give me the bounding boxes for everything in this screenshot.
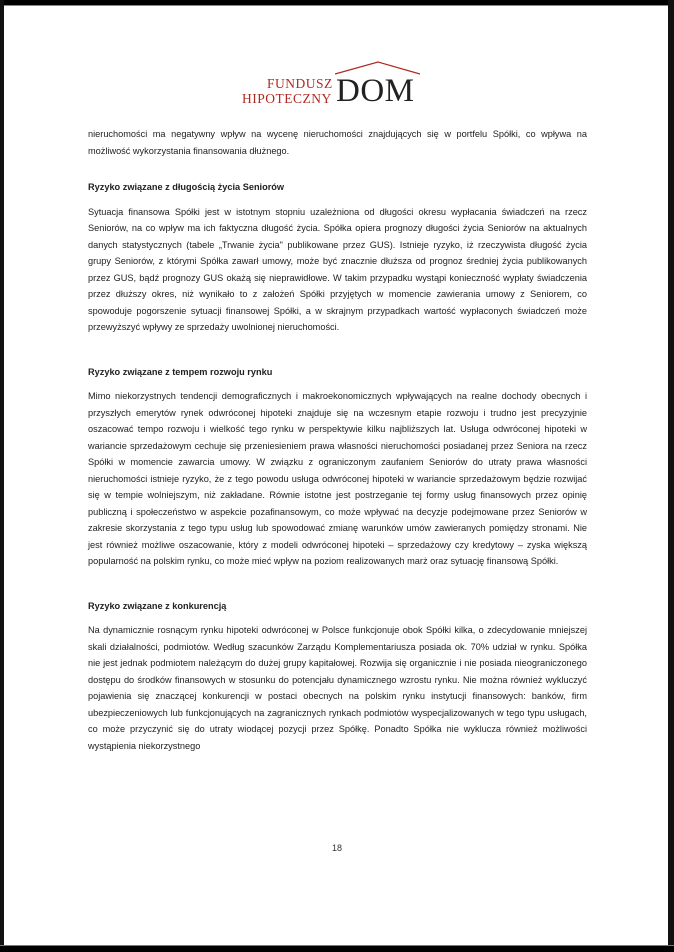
scan-border-bottom xyxy=(0,940,674,952)
page-number: 18 xyxy=(331,843,342,853)
scan-border-left xyxy=(0,0,4,952)
company-logo xyxy=(240,60,440,110)
logo-line-2: HIPOTECZNY xyxy=(242,91,332,106)
section-body: Na dynamicznie rosnącym rynku hipoteki odwróconej w Polsce funkcjonuje obok Spółki kilka, o zdecydowanie mniejszej skali działalności, podmiotów. Według szacunków Zarządu Komplementariusza posiada ok. 70% udział w rynku. Spółka nie jest jednak podmiotem należącym do dużej grupy kapitałowej. Rozwija się organicznie i nie posiada nieograniczonego dostępu do środków finansowych w stosunku do potencjału dynamicznego wzrostu rynku. Nie można również wykluczyć pojawienia się znaczącej konkurencji w postaci obecnych na polskim rynku instytucji finansowych: banków, firm ubezpieczeniowych lub funkcjonujących na zagranicznych rynkach podmiotów wyspecjalizowanych w tego typu usługach, co może przyczynić się do utraty wiodącej pozycji przez Spółkę. Ponadto Spółka nie wyklucza również możliwości wystąpienia niekorzystnego xyxy=(88,625,587,751)
section-body: Mimo niekorzystnych tendencji demograficznych i makroekonomicznych wpływających na realne dochody obecnych i przyszłych emerytów rynek odwróconej hipoteki znajduje się na wczesnym etapie rozwoju i trudno jest precyzyjnie oszacować tempo rozwoju i wielkość tego rynku w perspektywie kilku najbliższych lat. Usługa odwróconej hipoteki w wariancie sprzedażowym cechuje się przeniesieniem prawa własności nieruchomości posiadanej przez Seniora na rzecz Spółki w momencie zawarcia umowy. W związku z ograniczonym zaufaniem Seniorów do utraty prawa własności nieruchomości istnieje ryzyko, że z tego powodu usługa odwróconej hipoteki w wariancie sprzedażowym będzie rozwijać się w tempie wolniejszym, niż zakładane. Równie istotne jest postrzeganie tej formy usług finansowych przez opinię publiczną i społeczeństwo w aspekcie pozafinansowym, co może wpływać na decyzje podejmowane przez Seniorów w zakresie skorzystania z tego typu usług lub spowodować zmianę warunków umów zawieranych pomiędzy stronami. Nie jest również możliwe oszacowanie, który z modeli odwróconej hipoteki – sprzedażowy czy kredytowy – zyska większą popularność na polskim rynku, co może mieć wpływ na poziom realizowanych marż oraz sytuację finansową Spółki. xyxy=(88,391,587,566)
logo-mark: DOM xyxy=(336,73,415,109)
section-heading: Ryzyko związane z tempem rozwoju rynku xyxy=(88,366,273,377)
section-body: Sytuacja finansowa Spółki jest w istotnym stopniu uzależniona od długości okresu wypłacania świadczeń na rzecz Seniorów, na co wpływ ma ich faktyczna długość życia. Spółka opiera prognozy długości życia Seniorów na aktualnych danych statystycznych (tabele „Trwanie życia" publikowane przez GUS). Istnieje ryzyko, iż rzeczywista długość życia grupy Seniorów, z którymi Spółka zawarł umowy, może być znacznie dłuższa od prognoz średniej życia publikowanych przez GUS, bądź prognozy GUS okażą się nieprawidłowe. W takim przypadku wystąpi konieczność wypłaty świadczenia przez dłuższy okres, niż wynikało to z założeń Spółki przyjętych w momencie zawierania umowy z Seniorem, co spowoduje pogorszenie sytuacji finansowej Spółki, a w skrajnym przypadkach wartość wypłaconych świadczeń może przewyższyć wpływy ze sprzedaży uwolnionej nieruchomości. xyxy=(88,206,587,332)
scan-border-top xyxy=(0,0,674,10)
section-heading: Ryzyko związane z długością życia Seniorów xyxy=(88,182,285,192)
scan-border-right xyxy=(668,0,674,952)
section-heading: Ryzyko związane z konkurencją xyxy=(88,600,227,611)
intro-paragraph: nieruchomości ma negatywny wpływ na wycenę nieruchomości znajdujących się w portfelu Spółki, co wpływa na możliwość wykorzystania finansowania dłużnego. xyxy=(88,129,587,156)
document-body xyxy=(88,126,587,754)
logo-line-1: FUNDUSZ xyxy=(267,76,333,91)
